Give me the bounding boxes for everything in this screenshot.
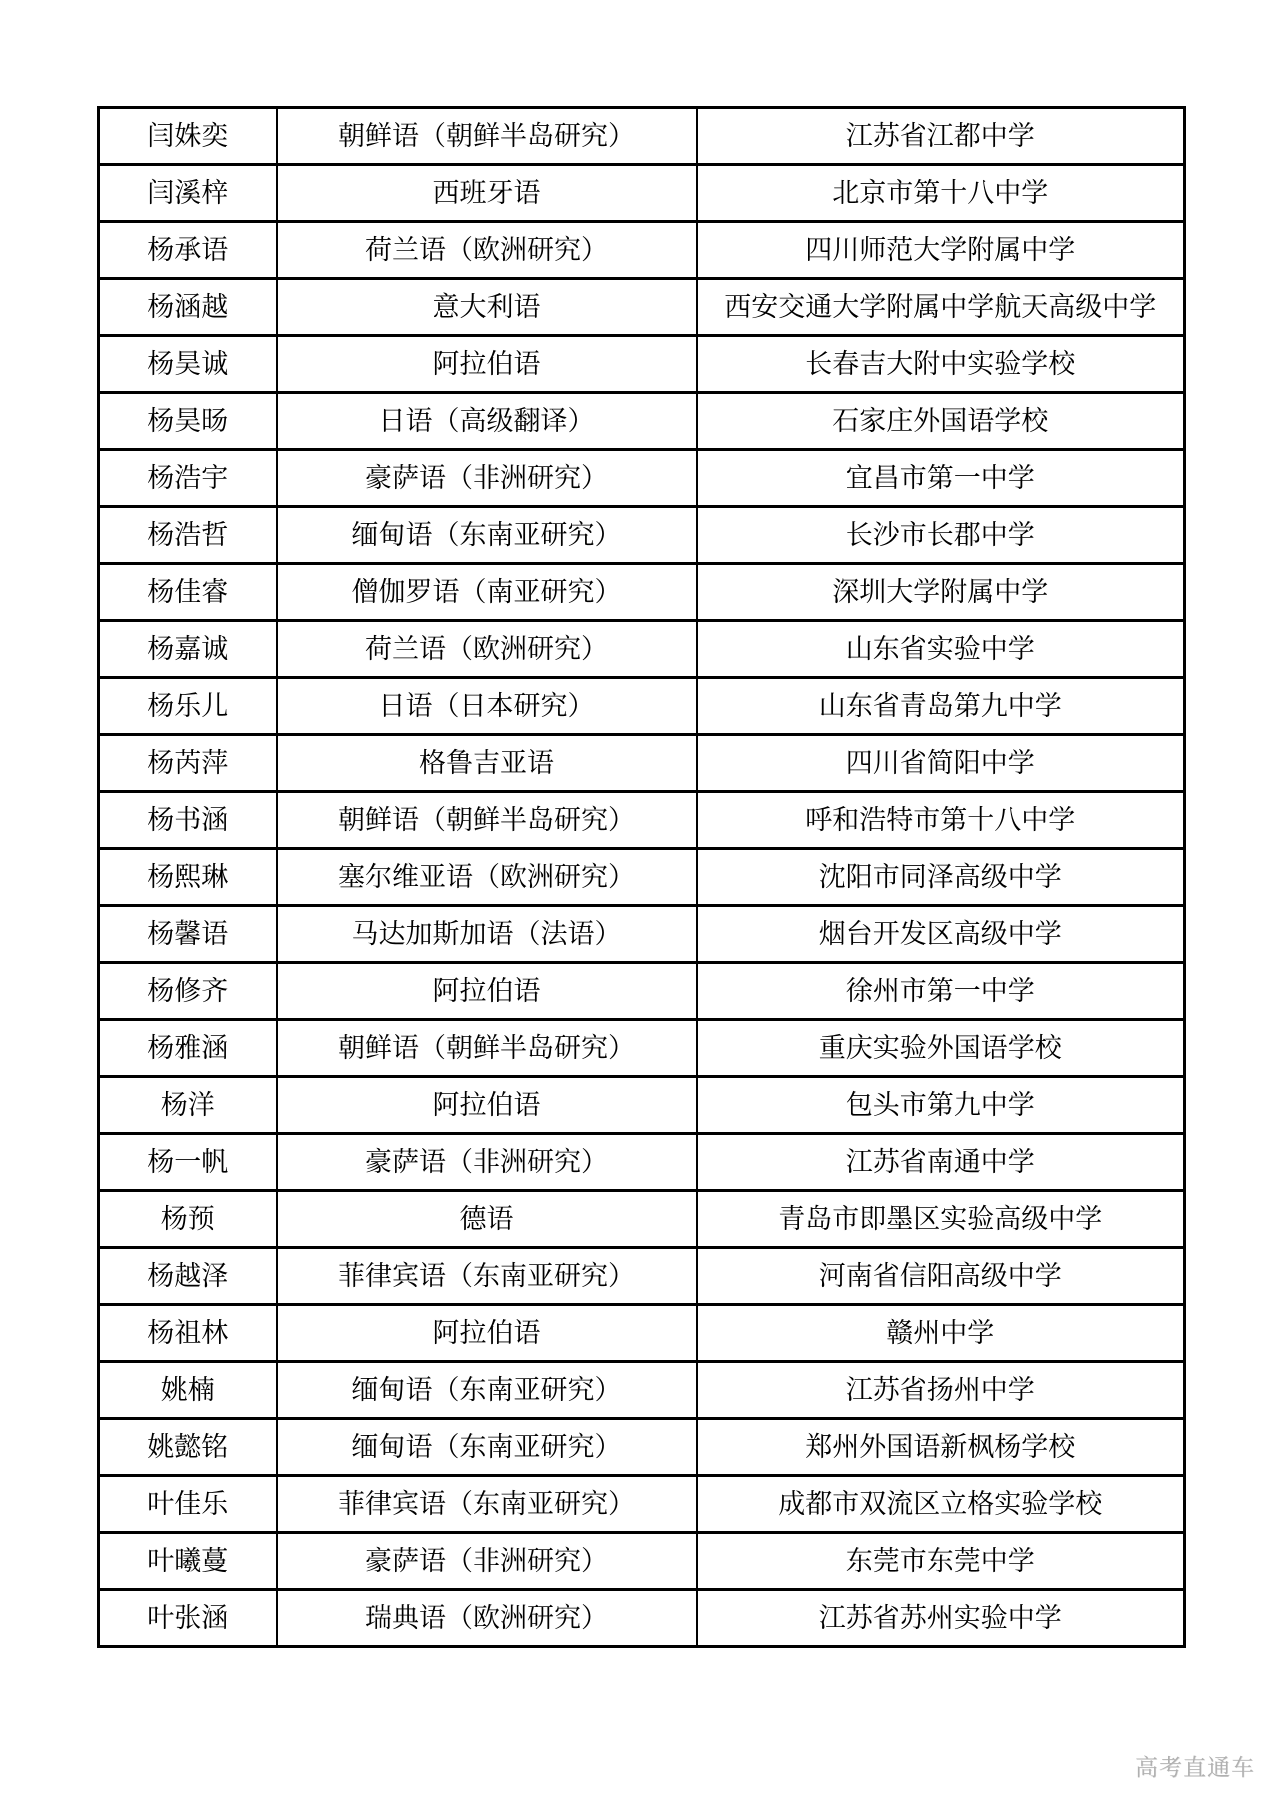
student-name-cell: 闫姝奕	[99, 108, 277, 165]
school-cell: 包头市第九中学	[697, 1077, 1185, 1134]
roster-table-body	[99, 108, 1185, 1647]
student-name-cell: 姚懿铭	[99, 1419, 277, 1476]
student-name-cell: 姚楠	[99, 1362, 277, 1419]
student-name-cell: 杨嘉诚	[99, 621, 277, 678]
language-major-cell: 豪萨语（非洲研究）	[277, 1533, 697, 1590]
table-row	[99, 678, 1185, 735]
table-row	[99, 906, 1185, 963]
school-cell: 江苏省苏州实验中学	[697, 1590, 1185, 1647]
student-name-cell: 杨浩宇	[99, 450, 277, 507]
language-major-cell: 缅甸语（东南亚研究）	[277, 1419, 697, 1476]
language-major-cell: 豪萨语（非洲研究）	[277, 450, 697, 507]
table-row	[99, 849, 1185, 906]
school-cell: 沈阳市同泽高级中学	[697, 849, 1185, 906]
student-name-cell: 杨昊诚	[99, 336, 277, 393]
table-row	[99, 279, 1185, 336]
language-major-cell: 僧伽罗语（南亚研究）	[277, 564, 697, 621]
school-cell: 北京市第十八中学	[697, 165, 1185, 222]
language-major-cell: 意大利语	[277, 279, 697, 336]
language-major-cell: 朝鲜语（朝鲜半岛研究）	[277, 792, 697, 849]
student-name-cell: 杨雅涵	[99, 1020, 277, 1077]
language-major-cell: 西班牙语	[277, 165, 697, 222]
school-cell: 江苏省南通中学	[697, 1134, 1185, 1191]
language-major-cell: 荷兰语（欧洲研究）	[277, 222, 697, 279]
school-cell: 四川省简阳中学	[697, 735, 1185, 792]
student-roster-table	[97, 106, 1186, 1648]
student-name-cell: 杨浩哲	[99, 507, 277, 564]
school-cell: 山东省青岛第九中学	[697, 678, 1185, 735]
language-major-cell: 朝鲜语（朝鲜半岛研究）	[277, 1020, 697, 1077]
table-row	[99, 1077, 1185, 1134]
school-cell: 长沙市长郡中学	[697, 507, 1185, 564]
student-name-cell: 杨祖林	[99, 1305, 277, 1362]
student-name-cell: 杨承语	[99, 222, 277, 279]
school-cell: 长春吉大附中实验学校	[697, 336, 1185, 393]
student-name-cell: 杨熙琳	[99, 849, 277, 906]
school-cell: 青岛市即墨区实验高级中学	[697, 1191, 1185, 1248]
language-major-cell: 阿拉伯语	[277, 963, 697, 1020]
table-row	[99, 1191, 1185, 1248]
language-major-cell: 日语（高级翻译）	[277, 393, 697, 450]
table-row	[99, 564, 1185, 621]
school-cell: 河南省信阳高级中学	[697, 1248, 1185, 1305]
table-row	[99, 1248, 1185, 1305]
table-row	[99, 1533, 1185, 1590]
student-name-cell: 杨修齐	[99, 963, 277, 1020]
table-row	[99, 108, 1185, 165]
school-cell: 重庆实验外国语学校	[697, 1020, 1185, 1077]
school-cell: 郑州外国语新枫杨学校	[697, 1419, 1185, 1476]
table-row	[99, 1419, 1185, 1476]
student-name-cell: 杨一帆	[99, 1134, 277, 1191]
school-cell: 石家庄外国语学校	[697, 393, 1185, 450]
table-row	[99, 507, 1185, 564]
language-major-cell: 格鲁吉亚语	[277, 735, 697, 792]
table-row	[99, 792, 1185, 849]
student-name-cell: 闫溪梓	[99, 165, 277, 222]
school-cell: 西安交通大学附属中学航天高级中学	[697, 279, 1185, 336]
language-major-cell: 荷兰语（欧洲研究）	[277, 621, 697, 678]
table-row	[99, 336, 1185, 393]
student-name-cell: 杨预	[99, 1191, 277, 1248]
table-row	[99, 393, 1185, 450]
school-cell: 赣州中学	[697, 1305, 1185, 1362]
language-major-cell: 阿拉伯语	[277, 1305, 697, 1362]
student-name-cell: 叶曦蔓	[99, 1533, 277, 1590]
table-row	[99, 963, 1185, 1020]
table-row	[99, 1305, 1185, 1362]
language-major-cell: 阿拉伯语	[277, 1077, 697, 1134]
student-name-cell: 叶佳乐	[99, 1476, 277, 1533]
student-name-cell: 杨书涵	[99, 792, 277, 849]
table-row	[99, 1362, 1185, 1419]
student-name-cell: 杨涵越	[99, 279, 277, 336]
table-row	[99, 1476, 1185, 1533]
school-cell: 山东省实验中学	[697, 621, 1185, 678]
school-cell: 东莞市东莞中学	[697, 1533, 1185, 1590]
table-row	[99, 1134, 1185, 1191]
table-row	[99, 621, 1185, 678]
school-cell: 徐州市第一中学	[697, 963, 1185, 1020]
language-major-cell: 马达加斯加语（法语）	[277, 906, 697, 963]
student-name-cell: 杨馨语	[99, 906, 277, 963]
school-cell: 呼和浩特市第十八中学	[697, 792, 1185, 849]
table-row	[99, 1020, 1185, 1077]
student-name-cell: 杨昊旸	[99, 393, 277, 450]
language-major-cell: 缅甸语（东南亚研究）	[277, 507, 697, 564]
language-major-cell: 日语（日本研究）	[277, 678, 697, 735]
student-name-cell: 杨佳睿	[99, 564, 277, 621]
school-cell: 宜昌市第一中学	[697, 450, 1185, 507]
table-row	[99, 222, 1185, 279]
school-cell: 成都市双流区立格实验学校	[697, 1476, 1185, 1533]
language-major-cell: 缅甸语（东南亚研究）	[277, 1362, 697, 1419]
school-cell: 江苏省江都中学	[697, 108, 1185, 165]
language-major-cell: 瑞典语（欧洲研究）	[277, 1590, 697, 1647]
student-name-cell: 杨洋	[99, 1077, 277, 1134]
student-name-cell: 杨越泽	[99, 1248, 277, 1305]
student-name-cell: 叶张涵	[99, 1590, 277, 1647]
table-row	[99, 450, 1185, 507]
language-major-cell: 豪萨语（非洲研究）	[277, 1134, 697, 1191]
school-cell: 烟台开发区高级中学	[697, 906, 1185, 963]
student-name-cell: 杨芮萍	[99, 735, 277, 792]
watermark: 高考直通车	[1135, 1754, 1255, 1780]
school-cell: 江苏省扬州中学	[697, 1362, 1185, 1419]
school-cell: 深圳大学附属中学	[697, 564, 1185, 621]
school-cell: 四川师范大学附属中学	[697, 222, 1185, 279]
language-major-cell: 菲律宾语（东南亚研究）	[277, 1248, 697, 1305]
language-major-cell: 德语	[277, 1191, 697, 1248]
language-major-cell: 朝鲜语（朝鲜半岛研究）	[277, 108, 697, 165]
table-row	[99, 735, 1185, 792]
table-row	[99, 165, 1185, 222]
student-name-cell: 杨乐儿	[99, 678, 277, 735]
table-row	[99, 1590, 1185, 1647]
language-major-cell: 阿拉伯语	[277, 336, 697, 393]
language-major-cell: 塞尔维亚语（欧洲研究）	[277, 849, 697, 906]
language-major-cell: 菲律宾语（东南亚研究）	[277, 1476, 697, 1533]
